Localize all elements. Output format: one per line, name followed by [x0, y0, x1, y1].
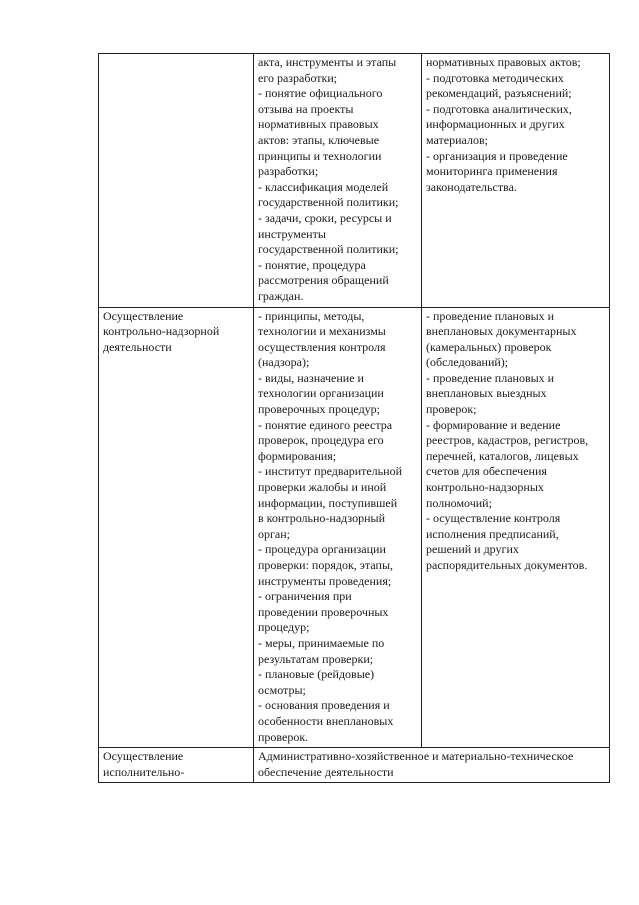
- cell-text-line: - плановые (рейдовые): [258, 667, 375, 682]
- cell-text-line: - классификация моделей: [258, 179, 389, 194]
- activity-cell: [99, 307, 254, 748]
- merged-cell: [254, 748, 610, 783]
- cell-text-line: технологии и механизмы: [258, 324, 386, 339]
- cell-text-line: проверочных процедур;: [258, 402, 381, 417]
- cell-text-line: проверок, процедура его: [258, 433, 384, 448]
- cell-text-line: осмотры;: [258, 682, 306, 697]
- cell-text-line: инструменты проведения;: [258, 573, 392, 588]
- cell-text-line: обеспечение деятельности: [258, 764, 394, 779]
- cell-text-line: деятельности: [103, 339, 172, 354]
- cell-text-line: результатам проверки;: [258, 651, 374, 666]
- cell-text-line: актов: этапы, ключевые: [258, 132, 380, 147]
- cell-text-line: Административно-хозяйственное и материально-техническое: [258, 749, 574, 764]
- cell-text-line: разработки;: [258, 164, 319, 179]
- cell-text-line: контрольно-надзорной: [103, 324, 220, 339]
- activity-cell: [99, 748, 254, 783]
- cell-text-line: - подготовка аналитических,: [426, 101, 572, 116]
- cell-text-line: контрольно-надзорных: [426, 480, 544, 495]
- cell-text-line: - понятие единого реестра: [258, 417, 393, 432]
- cell-text-line: процедур;: [258, 620, 310, 635]
- cell-text-line: - виды, назначение и: [258, 370, 364, 385]
- cell-text-line: - организация и проведение: [426, 148, 568, 163]
- cell-text-line: в контрольно-надзорный: [258, 511, 385, 526]
- cell-text-line: проведении проверочных: [258, 604, 389, 619]
- cell-text-line: исполнения предписаний,: [426, 526, 559, 541]
- cell-text-line: отзыва на проекты: [258, 101, 354, 116]
- cell-text-line: - формирование и ведение: [426, 417, 561, 432]
- cell-text-line: орган;: [258, 526, 291, 541]
- knowledge-cell: [254, 54, 422, 308]
- cell-text-line: формирования;: [258, 448, 337, 463]
- cell-text-line: - проведение плановых и: [426, 370, 555, 385]
- cell-text-line: - институт предварительной: [258, 464, 402, 479]
- cell-text-line: - подготовка методических: [426, 70, 564, 85]
- document-table: [98, 53, 610, 783]
- cell-text-line: счетов для обеспечения: [426, 464, 547, 479]
- cell-text-line: нормативных правовых: [258, 117, 379, 132]
- knowledge-cell: [254, 307, 422, 748]
- skills-cell: [422, 307, 610, 748]
- cell-text-line: - понятие официального: [258, 86, 383, 101]
- cell-text-line: - задачи, сроки, ресурсы и: [258, 210, 392, 225]
- cell-text-line: мониторинга применения: [426, 164, 558, 179]
- cell-text-line: рассмотрения обращений: [258, 273, 389, 288]
- cell-text-line: государственной политики;: [258, 242, 399, 257]
- cell-text-line: - понятие, процедура: [258, 257, 366, 272]
- cell-text-line: (надзора);: [258, 355, 310, 370]
- cell-text-line: - процедура организации: [258, 542, 386, 557]
- activity-cell: [99, 54, 254, 308]
- cell-text-line: Осуществление: [103, 749, 184, 764]
- table-row: [99, 748, 610, 783]
- cell-text-line: информации, поступившей: [258, 495, 398, 510]
- cell-text-line: (камеральных) проверок: [426, 339, 552, 354]
- cell-text-line: инструменты: [258, 226, 326, 241]
- cell-text-line: перечней, каталогов, лицевых: [426, 448, 579, 463]
- cell-text-line: материалов;: [426, 132, 488, 147]
- cell-text-line: Осуществление: [103, 308, 184, 323]
- cell-text-line: проверок;: [426, 402, 477, 417]
- cell-text-line: решений и других: [426, 542, 519, 557]
- cell-text-line: исполнительно-: [103, 764, 185, 779]
- cell-text-line: граждан.: [258, 288, 304, 303]
- cell-text-line: полномочий;: [426, 495, 492, 510]
- cell-text-line: государственной политики;: [258, 195, 399, 210]
- cell-text-line: рекомендаций, разъяснений;: [426, 86, 572, 101]
- cell-text-line: законодательства.: [426, 179, 517, 194]
- table-row: [99, 54, 610, 308]
- cell-text-line: - принципы, методы,: [258, 308, 365, 323]
- cell-text-line: - меры, принимаемые по: [258, 635, 385, 650]
- cell-text-line: внеплановых выездных: [426, 386, 547, 401]
- cell-text-line: реестров, кадастров, регистров,: [426, 433, 589, 448]
- cell-text-line: - ограничения при: [258, 589, 352, 604]
- cell-text-line: - основания проведения и: [258, 698, 390, 713]
- cell-text-line: - проведение плановых и: [426, 308, 555, 323]
- cell-text-line: осуществления контроля: [258, 339, 386, 354]
- cell-text-line: акта, инструменты и этапы: [258, 55, 397, 69]
- cell-text-line: (обследований);: [426, 355, 509, 370]
- skills-cell: [422, 54, 610, 308]
- cell-text-line: проверки жалобы и иной: [258, 480, 387, 495]
- cell-text-line: технологии организации: [258, 386, 384, 401]
- cell-text-line: его разработки;: [258, 70, 338, 85]
- cell-text-line: принципы и технологии: [258, 148, 382, 163]
- table-row: [99, 307, 610, 748]
- cell-text-line: особенности внеплановых: [258, 713, 394, 728]
- cell-text-line: распорядительных документов.: [426, 558, 588, 572]
- cell-text-line: информационных и других: [426, 117, 565, 132]
- cell-text-line: - осуществление контроля: [426, 511, 561, 526]
- cell-text-line: внеплановых документарных: [426, 324, 577, 339]
- cell-text-line: нормативных правовых актов;: [426, 55, 581, 69]
- cell-text-line: проверки: порядок, этапы,: [258, 558, 393, 572]
- cell-text-line: проверок.: [258, 729, 309, 744]
